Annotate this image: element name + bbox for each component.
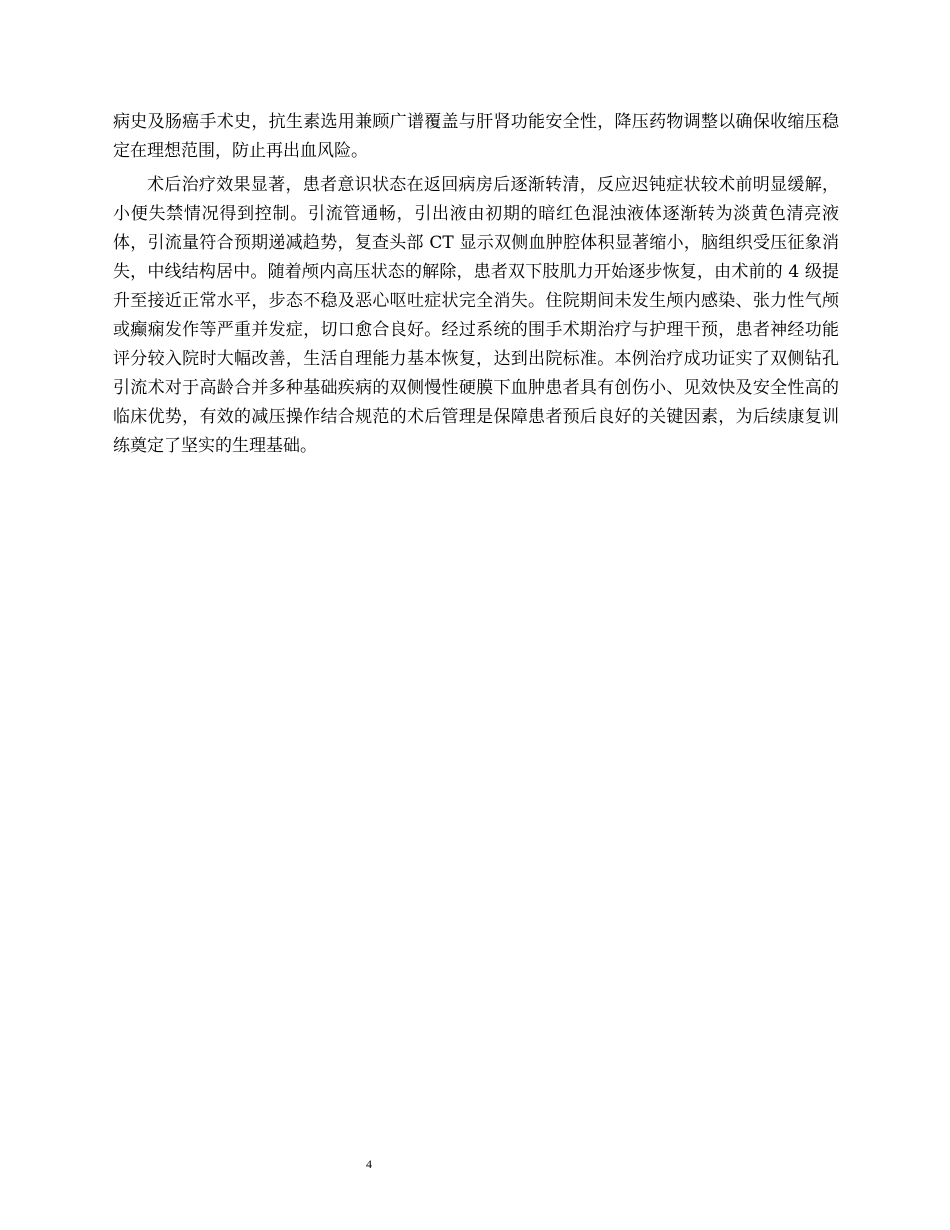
paragraph-continuation: 病史及肠癌手术史，抗生素选用兼顾广谱覆盖与肝肾功能安全性，降压药物调整以确保收缩压稳定在理想范围，防止再出血风险。 <box>113 112 839 161</box>
body-text <box>113 108 839 461</box>
paragraph-outcome: 术后治疗效果显著，患者意识状态在返回病房后逐渐转清，反应迟钝症状较术前明显缓解，小便失禁情况得到控制。引流管通畅，引出液由初期的暗红色混浊液体逐渐转为淡黄色清亮液体，引流量符合预期递减趋势，复查头部 CT 显示双侧血肿腔体积显著缩小，脑组织受压征象消失，中线结构居中。随着颅内高压状态的解除，患者双下肢肌力开始逐步恢复，由术前的 4 级提升至接近正常水平，步态不稳及恶心呕吐症状完全消失。住院期间未发生颅内感染、张力性气颅或癫痫发作等严重并发症，切口愈合良好。经过系统的围手术期治疗与护理干预，患者神经功能评分较入院时大幅改善，生活自理能力基本恢复，达到出院标准。本例治疗成功证实了双侧钻孔引流术对于高龄合并多种基础疾病的双侧慢性硬膜下血肿患者具有创伤小、见效快及安全性高的临床优势，有效的减压操作结合规范的术后管理是保障患者预后良好的关键因素，为后续康复训练奠定了坚实的生理基础。 <box>113 175 839 456</box>
page-number: 4 <box>366 1157 372 1171</box>
